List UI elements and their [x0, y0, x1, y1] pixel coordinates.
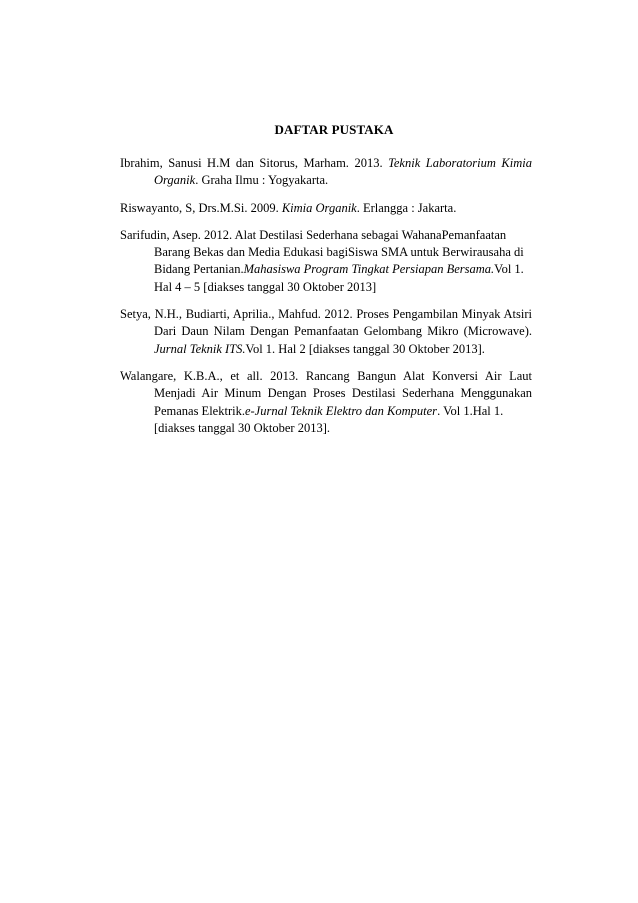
- reference-line: Ibrahim, Sanusi H.M dan Sitorus, Marham. 2013. Teknik Laboratorium Kimia: [120, 156, 532, 170]
- reference-list: [120, 155, 532, 447]
- reference-line: Pemanas Elektrik.e-Jurnal Teknik Elektro dan Komputer. Vol 1.Hal 1.: [154, 403, 504, 418]
- reference-line: Walangare, K.B.A., et all. 2013. Rancang Bangun Alat Konversi Air Laut: [120, 368, 532, 383]
- reference-entry: [120, 155, 532, 190]
- reference-line: Organik. Graha Ilmu : Yogyakarta.: [154, 173, 329, 188]
- reference-line: Hal 4 – 5 [diakses tanggal 30 Oktober 2013]: [154, 279, 377, 294]
- reference-line: Dari Daun Nilam Dengan Pemanfaatan Gelombang Mikro (Microwave).: [154, 324, 532, 339]
- reference-line: Bidang Pertanian.Mahasiswa Program Tingkat Persiapan Bersama.Vol 1.: [154, 262, 524, 277]
- reference-entry: [120, 200, 532, 217]
- reference-line: Jurnal Teknik ITS.Vol 1. Hal 2 [diakses tanggal 30 Oktober 2013].: [154, 341, 485, 356]
- reference-line: [diakses tanggal 30 Oktober 2013].: [154, 420, 331, 435]
- reference-entry: [120, 368, 532, 437]
- reference-line: Barang Bekas dan Media Edukasi bagiSiswa SMA untuk Berwirausaha di: [154, 245, 524, 260]
- reference-line: Setya, N.H., Budiarti, Aprilia., Mahfud. 2012. Proses Pengambilan Minyak Atsiri: [120, 307, 532, 322]
- page-title: DAFTAR PUSTAKA: [274, 122, 394, 137]
- reference-entry: [120, 306, 532, 358]
- reference-line: Sarifudin, Asep. 2012. Alat Destilasi Sederhana sebagai WahanaPemanfaatan: [120, 227, 507, 242]
- reference-entry: [120, 227, 532, 296]
- reference-line: Riswayanto, S, Drs.M.Si. 2009. Kimia Organik. Erlangga : Jakarta.: [120, 200, 457, 215]
- reference-line: Menjadi Air Minum Dengan Proses Destilasi Sederhana Menggunakan: [154, 386, 532, 401]
